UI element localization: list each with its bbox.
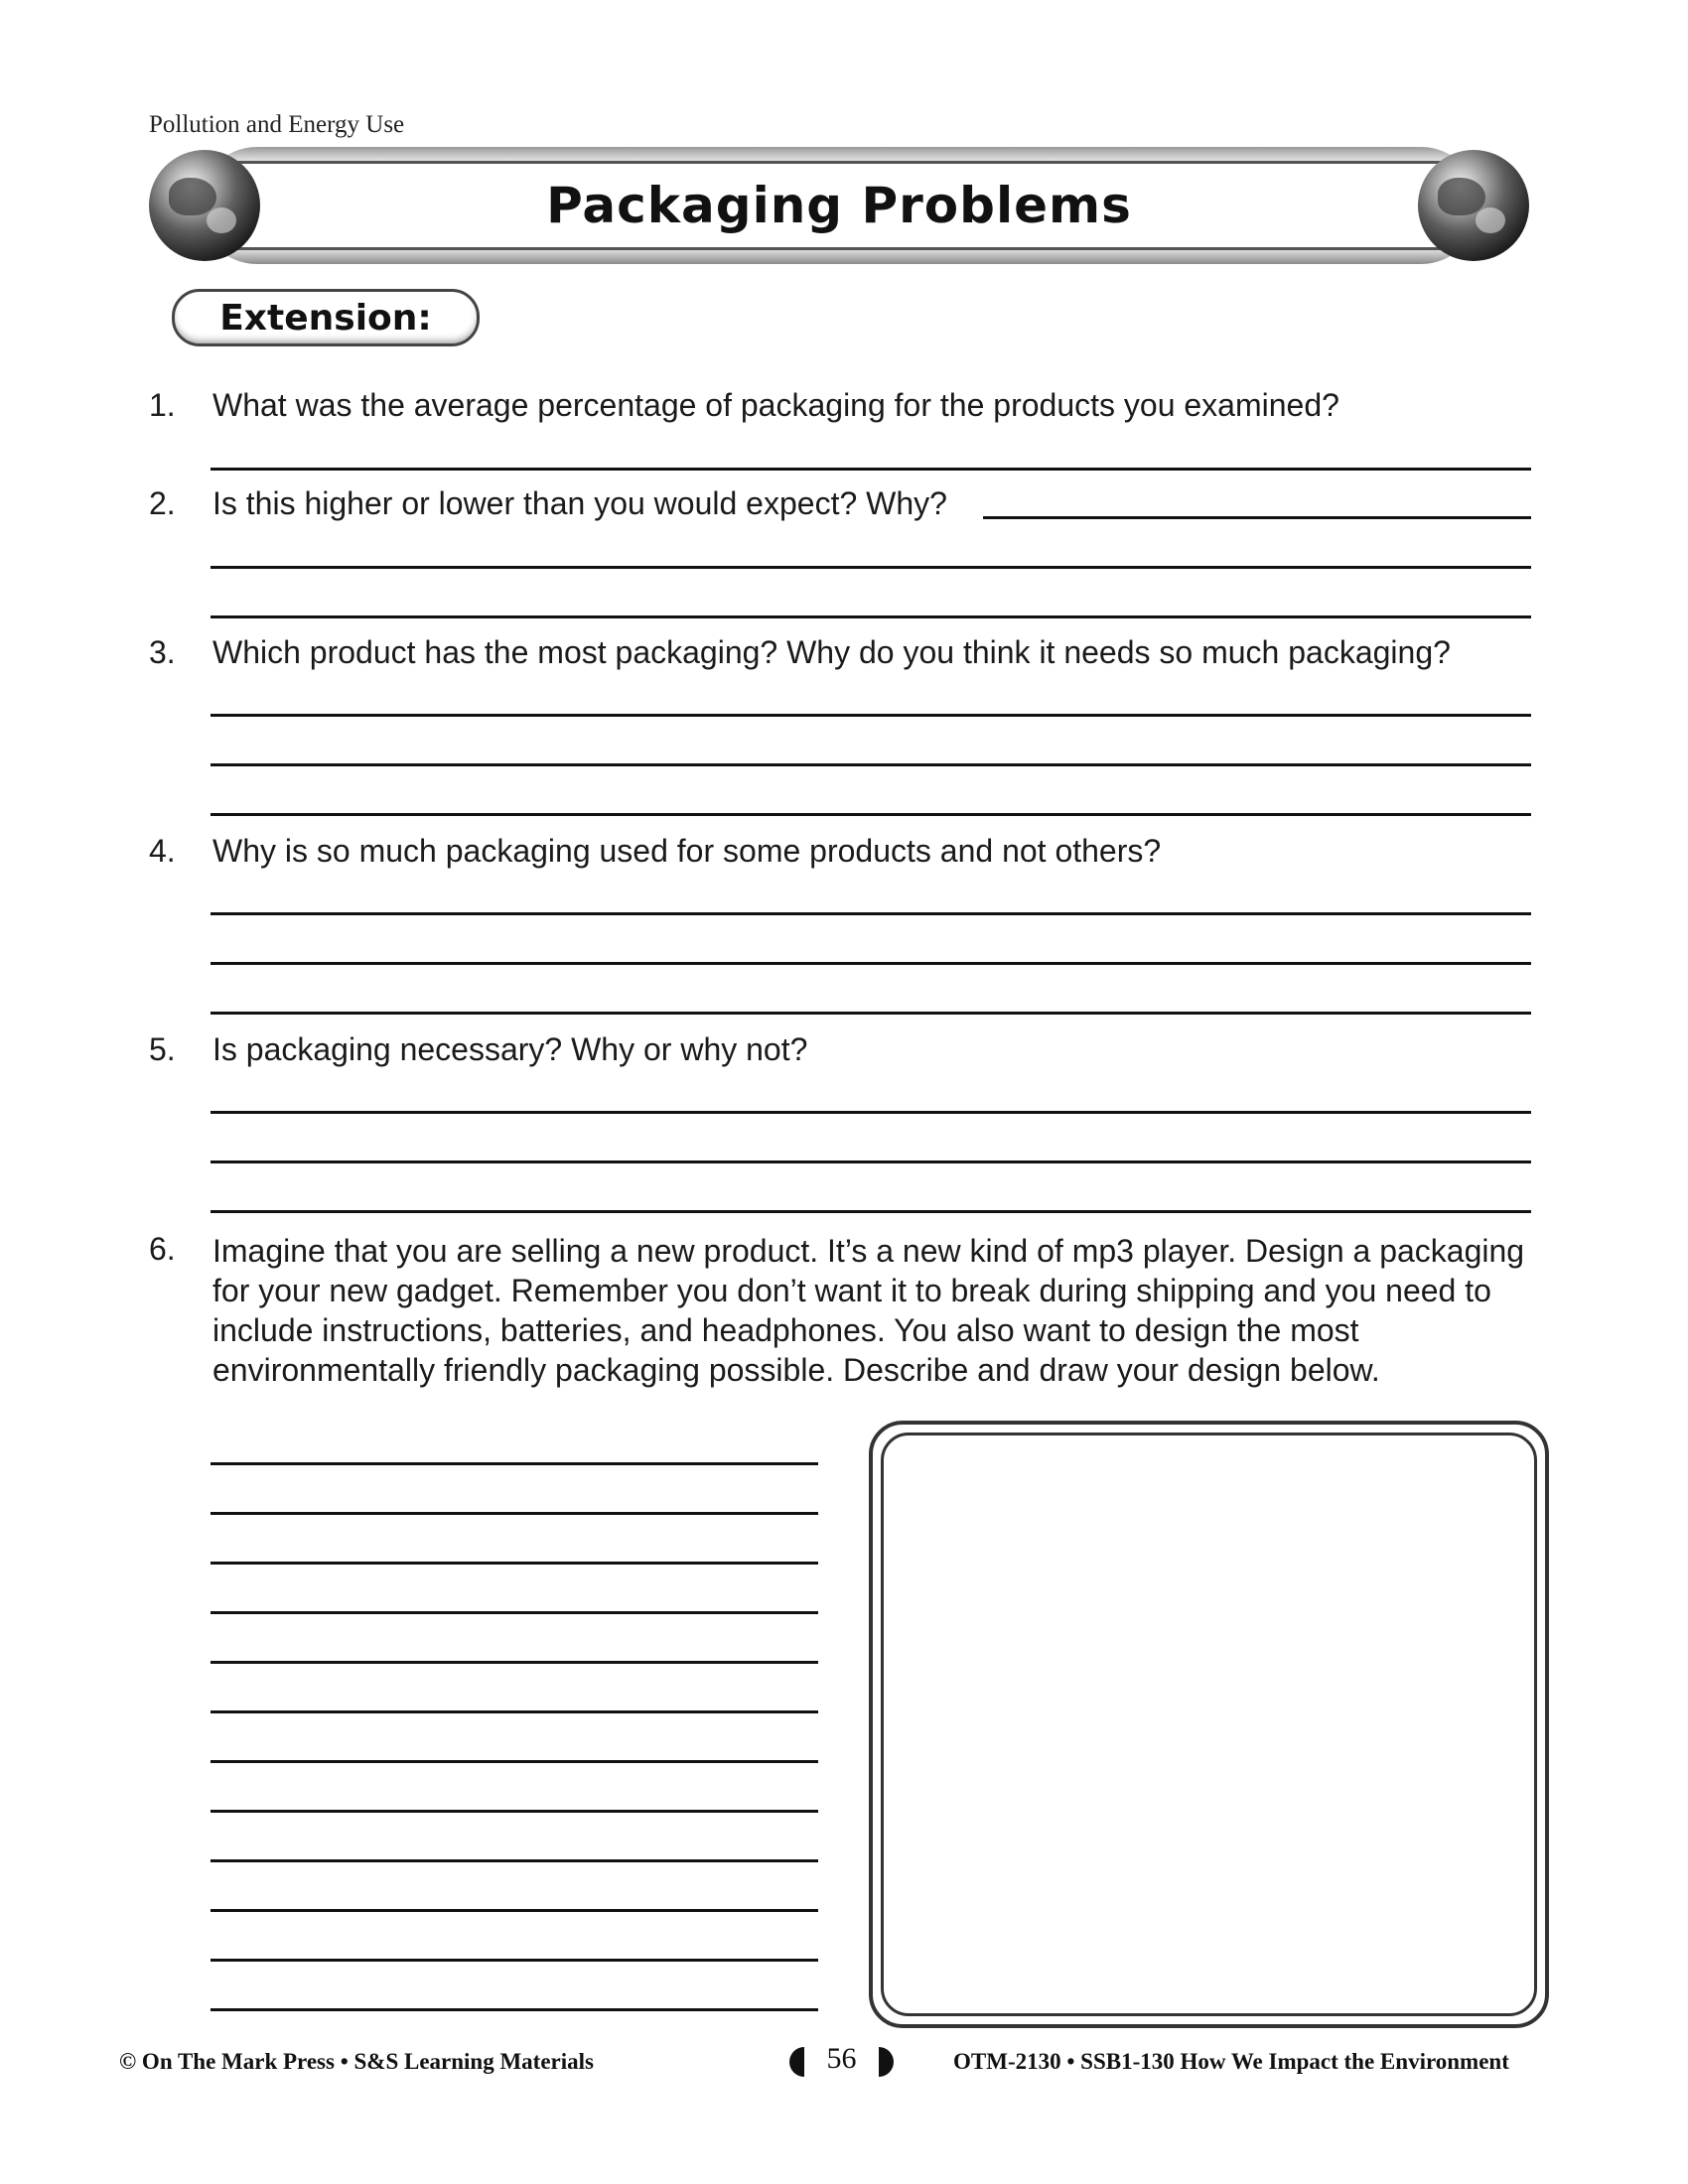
answer-line[interactable] bbox=[211, 1210, 1531, 1213]
question-text: Why is so much packaging used for some products and not others? bbox=[212, 833, 1162, 869]
answer-line[interactable] bbox=[211, 1810, 818, 1813]
section-label: Pollution and Energy Use bbox=[149, 111, 405, 138]
page-title: Packaging Problems bbox=[546, 177, 1132, 234]
question-number: 6. bbox=[149, 1231, 176, 1267]
answer-line[interactable] bbox=[211, 1760, 818, 1763]
extension-badge bbox=[172, 289, 480, 346]
question-text: Is packaging necessary? Why or why not? bbox=[212, 1031, 808, 1067]
question-number: 5. bbox=[149, 1031, 176, 1067]
question-text: What was the average percentage of packaging for the products you examined? bbox=[212, 387, 1339, 423]
question-number: 3. bbox=[149, 634, 176, 670]
page-number: 56 bbox=[826, 2042, 857, 2075]
answer-line[interactable] bbox=[211, 763, 1531, 766]
footer-publisher: © On The Mark Press • S&S Learning Materials bbox=[119, 2049, 594, 2074]
answer-line[interactable] bbox=[211, 566, 1531, 569]
answer-line[interactable] bbox=[211, 1512, 818, 1515]
answer-line[interactable] bbox=[211, 1710, 818, 1713]
answer-line[interactable] bbox=[211, 1111, 1531, 1114]
answer-line[interactable] bbox=[211, 1909, 818, 1912]
answer-line[interactable] bbox=[211, 1959, 818, 1962]
answer-line[interactable] bbox=[211, 1562, 818, 1565]
question-text: Is this higher or lower than you would expect? Why? bbox=[212, 485, 947, 521]
question-number: 4. bbox=[149, 833, 176, 869]
title-banner bbox=[149, 147, 1529, 264]
question-number: 2. bbox=[149, 485, 176, 521]
question-text: Which product has the most packaging? Why do you think it needs so much packaging? bbox=[212, 634, 1451, 670]
answer-line[interactable] bbox=[211, 1160, 1531, 1163]
answer-line[interactable] bbox=[211, 615, 1531, 618]
answer-line[interactable] bbox=[983, 516, 1531, 519]
answer-line[interactable] bbox=[211, 962, 1531, 965]
extension-label: Extension: bbox=[219, 298, 432, 339]
answer-line[interactable] bbox=[211, 1462, 818, 1465]
answer-line[interactable] bbox=[211, 912, 1531, 915]
answer-line[interactable] bbox=[211, 1611, 818, 1614]
answer-line[interactable] bbox=[211, 2008, 818, 2011]
question-text: Imagine that you are selling a new product. It’s a new kind of mp3 player. Design a packaging for your new gadget. Remember you don’t want it to break during shipping and you need to include instructions, batteries, and headphones. You also want to design the most environmentally friendly packaging possible. Describe and draw your design below. bbox=[212, 1233, 1525, 1388]
answer-line[interactable] bbox=[211, 714, 1531, 717]
answer-line[interactable] bbox=[211, 1859, 818, 1862]
footer-book-title: OTM-2130 • SSB1-130 How We Impact the Environment bbox=[953, 2049, 1509, 2074]
answer-line[interactable] bbox=[211, 813, 1531, 816]
drawing-box[interactable] bbox=[869, 1421, 1549, 2028]
answer-line[interactable] bbox=[211, 1012, 1531, 1015]
question-number: 1. bbox=[149, 387, 176, 423]
drawing-box-inner bbox=[881, 1433, 1537, 2016]
answer-line[interactable] bbox=[211, 1661, 818, 1664]
answer-line[interactable] bbox=[211, 468, 1531, 471]
